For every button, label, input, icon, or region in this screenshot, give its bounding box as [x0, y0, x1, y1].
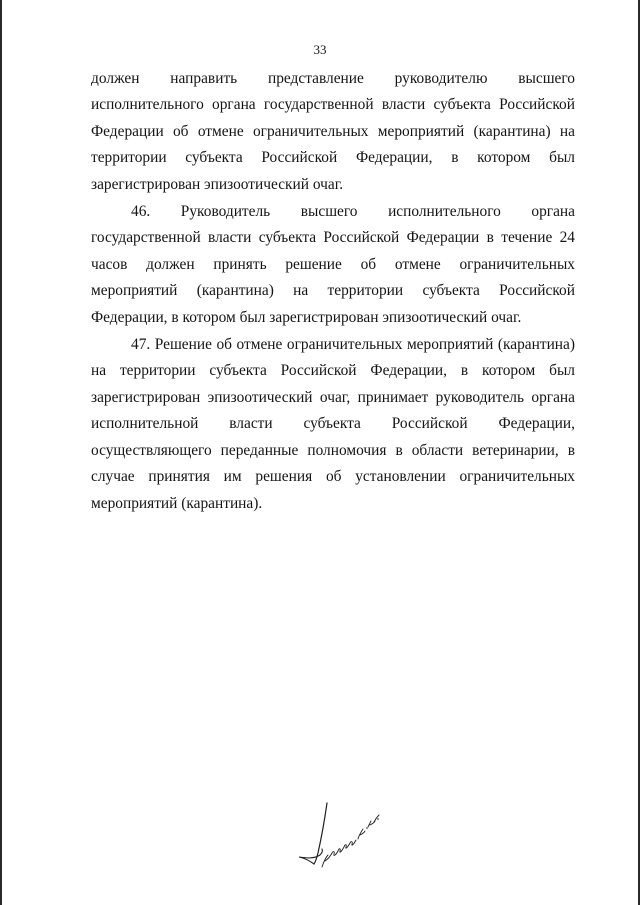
- paragraph-46: 46. Руководитель высшего исполнительного органа государственной власти субъекта Российской Федерации в течение 24 часов должен принять решение об отмене ограничительных мероприятий (карантина) на территории субъекта Российской Федерации, в котором был зарегистрирован эпизоотический очаг.: [91, 203, 575, 326]
- paragraph-47: 47. Решение об отмене ограничительных мероприятий (карантина) на территории субъекта Российской Федерации, в котором был зарегистрирован эпизоотический очаг, принимает руководитель органа исполнительной власти субъекта Российской Федерации, осуществляющего переданные полномочия в области ветеринарии, в случае принятия им решения об установлении ограничительных мероприятий (карантина).: [91, 336, 575, 512]
- page-number: 33: [313, 42, 327, 57]
- paragraph-continuation: должен направить представление руководителю высшего исполнительного органа государственной власти субъекта Российской Федерации об отмене ограничительных мероприятий (карантина) на территории субъекта Российской Федерации, в котором был зарегистрирован эпизоотический очаг.: [91, 70, 575, 193]
- handwritten-signature: [292, 795, 402, 875]
- scan-edge-left: [0, 0, 2, 905]
- document-body: [91, 66, 575, 517]
